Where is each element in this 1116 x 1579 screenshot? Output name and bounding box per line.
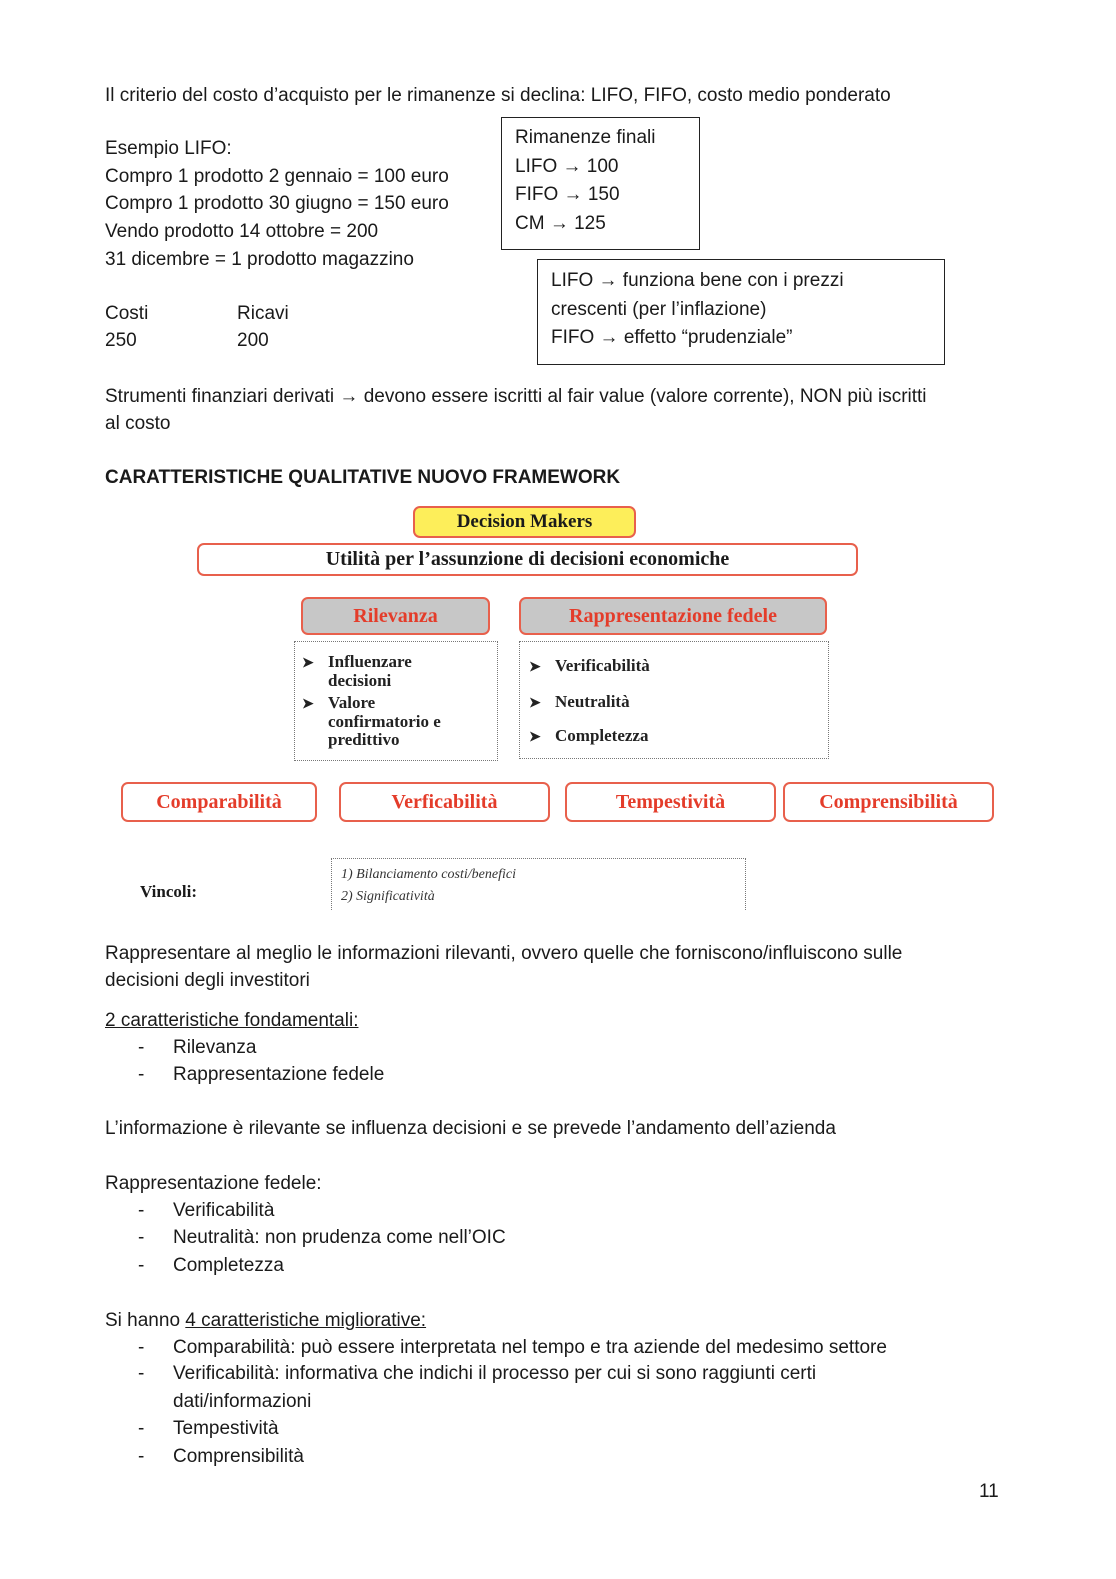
rappresentazione-item (529, 727, 820, 748)
lifo-line: Compro 1 prodotto 30 giugno = 150 euro (105, 193, 449, 214)
derivati-line2: al costo (105, 413, 171, 434)
rilevanti-line1: Rappresentare al meglio le informazioni rilevanti, ovvero quelle che forniscono/influiscono sulle (105, 943, 903, 964)
vincoli-label: Vincoli: (140, 882, 197, 901)
rilevanza-item-line: decisioni (328, 670, 392, 690)
rilevanti-line2: decisioni degli investitori (105, 970, 310, 991)
rappresentazione-item (529, 657, 820, 678)
rilevanza-item (302, 694, 491, 750)
arrow-bullet-icon: ➤ (529, 730, 541, 745)
lifo-fifo-box (537, 259, 945, 365)
rilevanza-item-line: predittivo (328, 730, 400, 749)
revenue-value: 200 (237, 330, 269, 351)
lifo-line: Compro 1 prodotto 2 gennaio = 100 euro (105, 166, 449, 187)
rappresentazione-items-box (519, 641, 829, 759)
comparabilita-label: Comparabilità (156, 790, 282, 813)
section-title: CARATTERISTICHE QUALITATIVE NUOVO FRAMEWORK (105, 467, 621, 488)
lifo-line: 31 dicembre = 1 prodotto magazzino (105, 249, 414, 270)
costs-value: 250 (105, 330, 137, 351)
tempestivita-label: Tempestività (615, 790, 726, 813)
page-number: 11 (979, 1481, 999, 1502)
revenue-label: Ricavi (237, 303, 289, 324)
comparabilita-box (121, 782, 317, 822)
rappresentazione-item (529, 693, 820, 714)
lifo-line: Vendo prodotto 14 ottobre = 200 (105, 221, 379, 242)
utility-label: Utilità per l’assunzione di decisioni economiche (325, 548, 730, 570)
lifo-fifo-line: FIFO → effetto “prudenziale” (551, 327, 793, 348)
fondamentali-heading: 2 caratteristiche fondamentali: (105, 1010, 359, 1031)
arrow-bullet-icon: ➤ (302, 697, 314, 712)
lifo-example-title: Esempio LIFO: (105, 138, 232, 159)
comprensibilita-label: Comprensibilità (819, 790, 958, 813)
rilevanza-item-line: Valore (328, 693, 376, 712)
arrow-bullet-icon: ➤ (302, 656, 314, 671)
rimanenze-line: FIFO → 150 (515, 184, 620, 205)
verficabilita-label: Verficabilità (391, 790, 498, 813)
rappresentazione-box (519, 597, 827, 635)
rappresentazione-item-label: Neutralità (555, 691, 630, 711)
rilevanza-item (302, 653, 491, 690)
costs-label: Costi (105, 303, 149, 324)
rimanenze-box (501, 117, 700, 250)
vincoli-item: 1) Bilanciamento costi/benefici (341, 867, 516, 882)
rappresentazione-label: Rappresentazione fedele (569, 604, 777, 627)
rilevanza-box (301, 597, 490, 635)
arrow-bullet-icon: ➤ (529, 660, 541, 675)
rappresentazione-item-label: Completezza (555, 726, 649, 745)
comprensibilita-box (783, 782, 994, 822)
tempestivita-box (565, 782, 776, 822)
rimanenze-title: Rimanenze finali (515, 127, 656, 148)
vincoli-item: 2) Significatività (341, 889, 435, 904)
decision-makers-box (413, 506, 636, 538)
lifo-fifo-line: LIFO → funziona bene con i prezzi (551, 270, 844, 291)
rimanenze-line: LIFO → 100 (515, 155, 619, 177)
rimanenze-line: CM → 125 (515, 212, 606, 234)
arrow-bullet-icon: ➤ (529, 695, 541, 711)
vincoli-box (331, 858, 746, 910)
derivati-line1: Strumenti finanziari derivati → devono essere iscritti al fair value (valore corrente), NON più iscritti (105, 386, 927, 407)
rilevanza-item-line: Influenzare (328, 652, 412, 671)
rilevanza-label: Rilevanza (353, 604, 438, 627)
intro-text: Il criterio del costo d’acquisto per le rimanenze si declina: LIFO, FIFO, costo medio ponderato (105, 85, 891, 106)
utility-box (197, 543, 858, 576)
lifo-fifo-line: crescenti (per l’inflazione) (551, 298, 767, 320)
decision-makers-label: Decision Makers (456, 511, 593, 532)
rilevanza-item-line: confirmatorio e (328, 711, 441, 731)
migliorative-heading: Si hanno 4 caratteristiche migliorative: (105, 1310, 427, 1331)
rilevanza-items-box (294, 641, 498, 761)
info-rilevante: L’informazione è rilevante se influenza decisioni e se prevede l’andamento dell’azienda (105, 1118, 836, 1139)
verficabilita-box (339, 782, 550, 822)
rapp-fedele-heading: Rappresentazione fedele: (105, 1173, 322, 1194)
rappresentazione-item-label: Verificabilità (555, 656, 650, 675)
